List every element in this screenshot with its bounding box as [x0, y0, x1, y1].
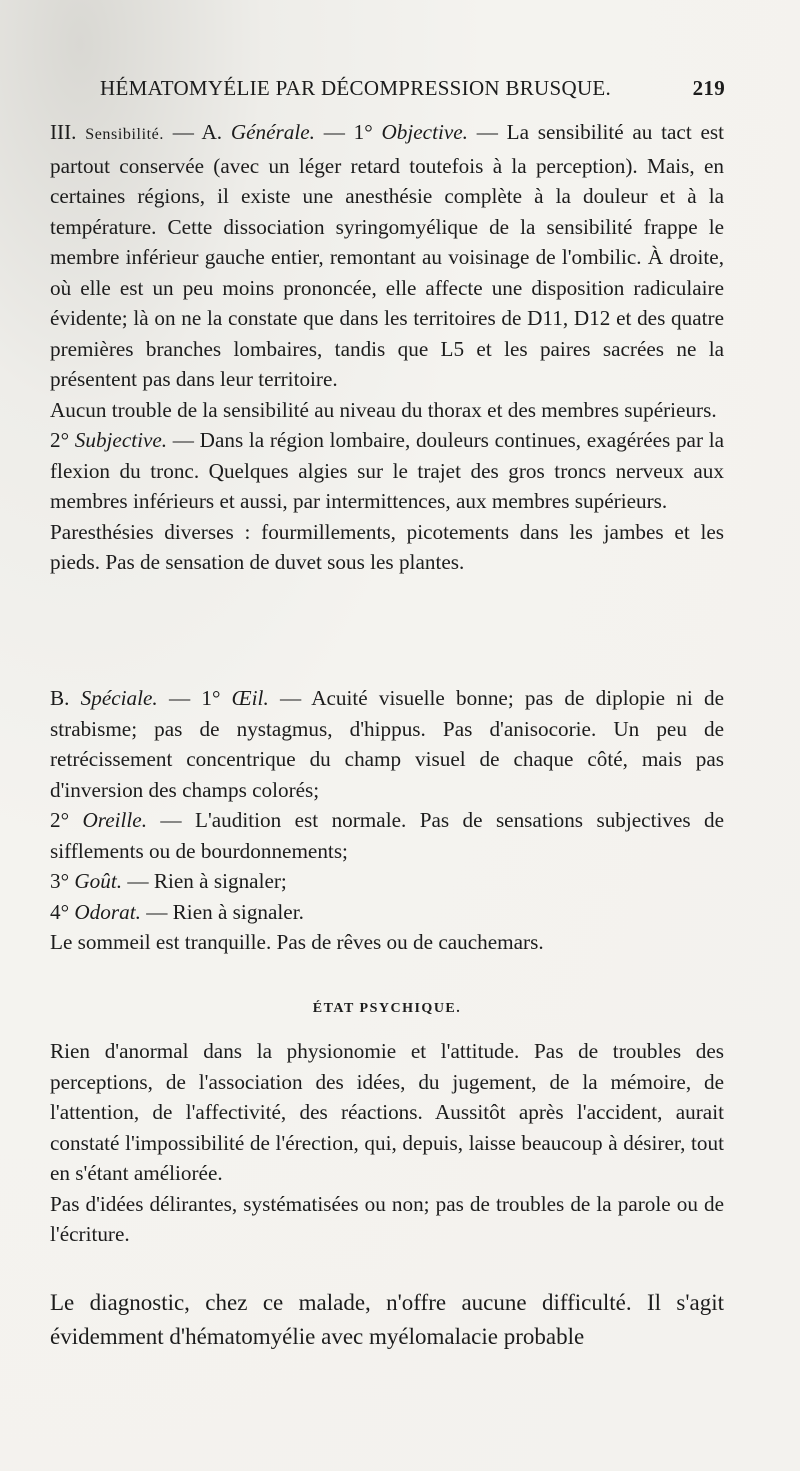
item-number: 2°: [50, 428, 75, 452]
section-label: Sensibilité.: [85, 126, 164, 143]
section-psychique: [50, 1036, 724, 1250]
section-diagnostic: [50, 1286, 724, 1354]
section-title-psychique: ÉTAT PSYCHIQUE.: [312, 1001, 462, 1016]
paragraph-thorax: Aucun trouble de la sensibilité au niveau du thorax et des membres supérieurs.: [50, 397, 717, 422]
subsection-label: Œil.: [231, 686, 269, 710]
item-letter: B.: [50, 686, 81, 710]
dash: — 1°: [157, 686, 232, 710]
paragraph-objective: [50, 117, 724, 395]
subsection-label: Odorat.: [74, 899, 141, 924]
page-header: [100, 76, 725, 110]
section-number: III.: [50, 120, 77, 144]
paragraph-text: — Acuité visuelle bonne; pas de diplopie ni de strabisme; pas de nystagmus, d'hippus. Pas d'anisocorie. Un peu de retrécissement concentrique du champ visuel de chaque côté, mais pas d'inversion des champs colorés;: [50, 686, 724, 802]
paragraph-text: — L'audition est normale. Pas de sensations subjectives de sifflements ou de bourdonnements;: [50, 808, 724, 863]
paragraph-text: — Rien à signaler;: [122, 869, 287, 893]
paragraph-text: — Dans la région lombaire, douleurs continues, exagérées par la flexion du tronc. Quelques algies sur le trajet des gros troncs nerveux aux membres inférieurs et aussi, par intermittences, aux membres supérieurs.: [50, 428, 724, 513]
paragraph-text: — La sensibilité au tact est partout conservée (avec un léger retard toutefois à la perception). Mais, en certaines régions, il existe une anesthésie complète à la douleur et à la température. Cette dissociation syringomyélique de la sensibilité frappe le membre inférieur gauche entier, remontant au voisinage de l'ombilic. À droite, où elle est un peu moins prononcée, elle affecte une disposition radiculaire évidente; là on ne la constate que dans les territoires de D11, D12 et des quatre premières branches lombaires, tandis que L5 et les paires sacrées ne la présentent pas dans leur territoire.: [50, 120, 724, 391]
paragraph-oeil: [50, 683, 724, 805]
subsection-label: Spéciale.: [80, 686, 158, 710]
subsection-label: Générale.: [230, 120, 315, 144]
subsection-label: Goût.: [74, 869, 123, 893]
subsection-label: Subjective.: [74, 428, 168, 452]
paragraph-psychique-1: Rien d'anormal dans la physionomie et l'attitude. Pas de troubles des perceptions, de l'association des idées, du jugement, de la mémoire, de l'attention, de l'affectivité, des réactions. Aussitôt après l'accident, aurait constaté l'impossibilité de l'érection, qui, depuis, laisse beaucoup à désirer, tout en s'étant améliorée.: [50, 1039, 724, 1185]
paragraph-diagnostic: Le diagnostic, chez ce malade, n'offre aucune difficulté. Il s'agit évidemment d'hématomyélie avec myélomalacie probable: [50, 1290, 724, 1349]
subsection-label: Oreille.: [82, 808, 148, 832]
dash: — 1°: [314, 120, 382, 144]
paragraph-sommeil: Le sommeil est tranquille. Pas de rêves ou de cauchemars.: [50, 930, 544, 954]
paragraph-oreille: [50, 805, 724, 866]
item-number: 2°: [50, 808, 83, 832]
item-number: 3°: [50, 869, 75, 893]
running-title: HÉMATOMYÉLIE PAR DÉCOMPRESSION BRUSQUE.: [100, 76, 612, 100]
paragraph-psychique-2: Pas d'idées délirantes, systématisées ou non; pas de troubles de la parole ou de l'écriture.: [50, 1191, 724, 1246]
item-number: 4°: [50, 899, 75, 924]
section-speciale: [50, 683, 724, 958]
page-number: 219: [692, 76, 725, 100]
dash: — A.: [163, 120, 231, 144]
paragraph-text: — Rien à signaler.: [140, 899, 304, 924]
paragraph-odorat: [50, 897, 724, 928]
paragraph-paresthesies: Paresthésies diverses : fourmillements, picotements dans les jambes et les pieds. Pas de sensation de duvet sous les plantes.: [50, 519, 724, 574]
paragraph-subjective: [50, 425, 724, 517]
section-sensibilite: [50, 117, 724, 578]
paragraph-gout: [50, 866, 724, 897]
subsection-label: Objective.: [381, 120, 468, 144]
